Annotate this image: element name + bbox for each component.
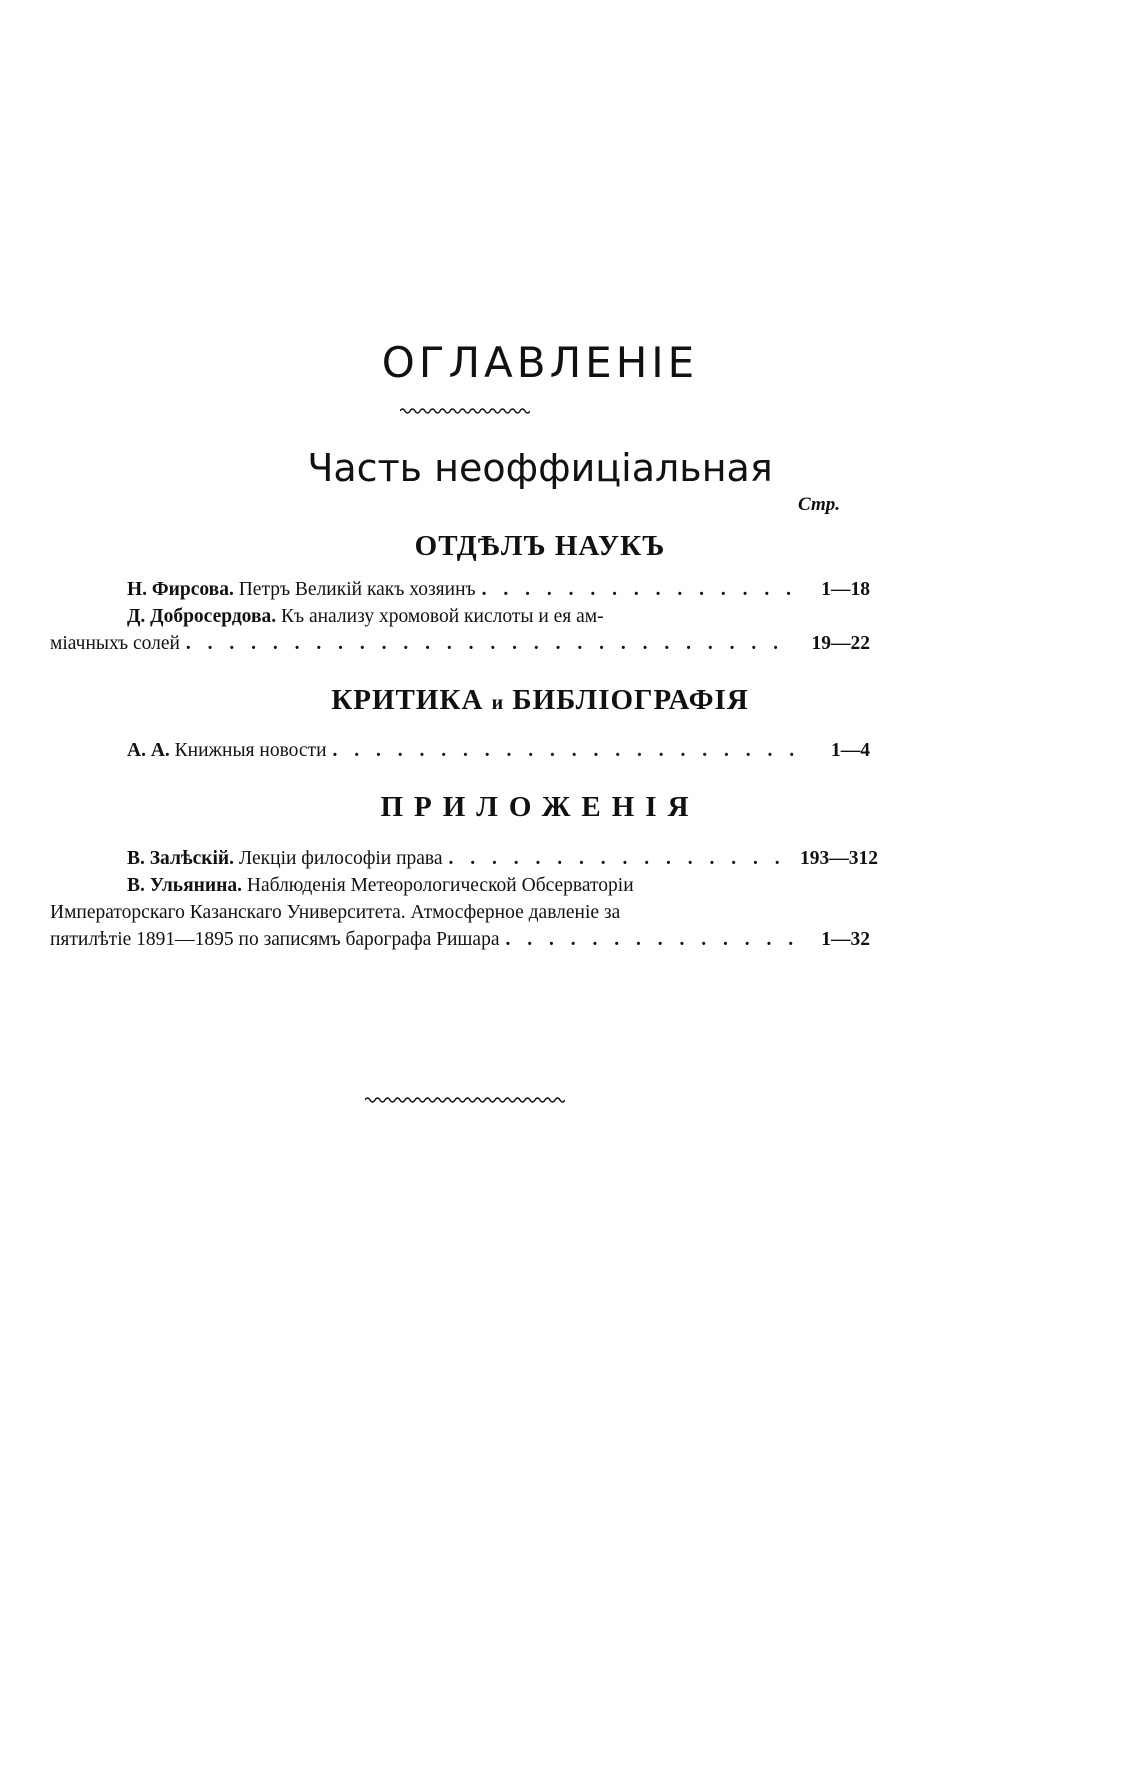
section-entries-appendices bbox=[50, 845, 878, 953]
title-ornament bbox=[400, 406, 530, 416]
section-heading-part: БИБЛIОГРАФIЯ bbox=[512, 684, 749, 716]
section-heading-part: КРИТИКА bbox=[331, 684, 484, 716]
entry-pages: 1—18 bbox=[821, 579, 870, 600]
toc-entry[interactable] bbox=[50, 603, 870, 657]
entry-author: А. А. bbox=[127, 740, 170, 761]
page-title: ОГЛАВЛЕНIЕ bbox=[381, 338, 699, 387]
leader-dots bbox=[186, 630, 794, 657]
entry-author: Д. Добросердова. bbox=[127, 606, 277, 627]
part-title: Часть неоффиціальная bbox=[307, 446, 773, 490]
leader-dots bbox=[449, 845, 794, 872]
entry-pages: 1—4 bbox=[831, 740, 870, 761]
closing-ornament bbox=[365, 1095, 565, 1105]
section-entries-science bbox=[50, 576, 870, 657]
entry-title-continued: пятилѣтiе 1891—1895 по записямъ барографа Ришара bbox=[50, 929, 500, 950]
section-heading-conjunction: и bbox=[491, 692, 505, 714]
leader-dots bbox=[505, 926, 794, 953]
toc-entry[interactable] bbox=[50, 872, 870, 953]
entry-title: Книжныя новости bbox=[174, 740, 327, 761]
section-heading-appendices: ПРИЛОЖЕНIЯ bbox=[380, 791, 700, 823]
toc-entry[interactable] bbox=[50, 737, 870, 764]
pages-column-label: Стр. bbox=[798, 494, 840, 515]
toc-entry[interactable] bbox=[50, 576, 870, 603]
entry-pages: 1—32 bbox=[821, 929, 870, 950]
leader-dots bbox=[333, 737, 794, 764]
entry-title-continued: Императорскаго Казанскаго Университета. Атмосферное давленiе за bbox=[50, 902, 621, 923]
entry-title: Къ анализу хромовой кислоты и ея ам- bbox=[280, 606, 604, 627]
section-heading-criticism bbox=[0, 684, 1110, 717]
entry-author: Н. Фирсова. bbox=[127, 579, 234, 600]
entry-author: В. Залѣскiй. bbox=[127, 848, 235, 869]
entry-pages: 193—312 bbox=[800, 848, 878, 869]
entry-title-continued: міачныхъ солей bbox=[50, 633, 180, 654]
section-heading-science: ОТДѢЛЪ НАУКЪ bbox=[414, 530, 666, 562]
entry-title: Петръ Великiй какъ хозяинъ bbox=[238, 579, 476, 600]
entry-title: Лекцiи философiи права bbox=[238, 848, 443, 869]
section-entries-criticism bbox=[50, 737, 870, 764]
entry-title: Наблюденiя Метеорологической Обсерваторiи bbox=[246, 875, 634, 896]
leader-dots bbox=[482, 576, 794, 603]
toc-entry[interactable] bbox=[50, 845, 878, 872]
entry-pages: 19—22 bbox=[811, 633, 870, 654]
entry-author: В. Ульянина. bbox=[127, 875, 243, 896]
